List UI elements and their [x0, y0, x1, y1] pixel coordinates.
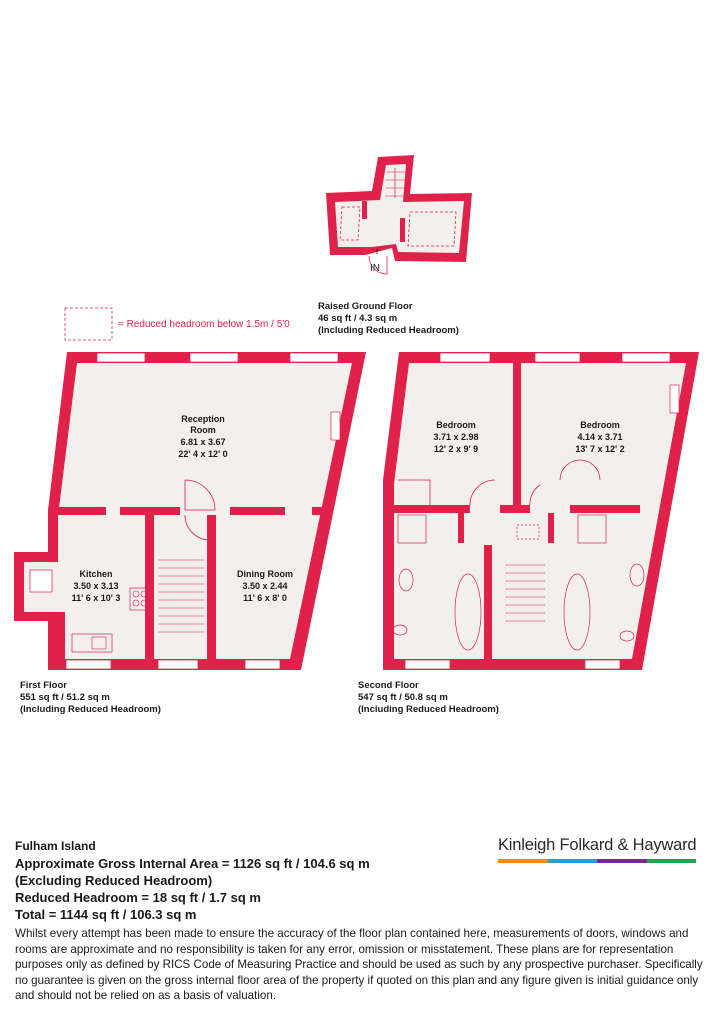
svg-text:⇧: ⇧: [374, 249, 380, 256]
raised-ground-floor-plan: [326, 155, 472, 274]
gross-internal-area: Approximate Gross Internal Area = 1126 sq ft / 104.6 sq m: [15, 856, 370, 871]
dining-room-metric: 3.50 x 2.44: [242, 581, 288, 591]
reception-room-name1: Reception: [181, 414, 225, 424]
property-name: Fulham Island: [15, 839, 96, 853]
raised-ground-floor-area: 46 sq ft / 4.3 sq m: [318, 313, 398, 324]
brand-color-bar: [498, 859, 696, 863]
brand-bar-green: [647, 859, 697, 863]
raised-ground-floor-name: Raised Ground Floor: [318, 301, 413, 312]
brand-logo: [498, 836, 696, 863]
bedroom1-imperial: 12' 2 x 9' 9: [433, 444, 479, 454]
bedroom1-metric: 3.71 x 2.98: [433, 432, 479, 442]
second-floor-plan: [383, 352, 699, 670]
bedroom1-name: Bedroom: [436, 420, 476, 430]
brand-bar-purple: [597, 859, 647, 863]
entrance-label: IN: [370, 263, 380, 274]
reduced-headroom-area: Reduced Headroom = 18 sq ft / 1.7 sq m: [15, 890, 261, 905]
reception-room-imperial: 22' 4 x 12' 0: [178, 449, 228, 459]
brand-name: Kinleigh Folkard & Hayward: [498, 836, 697, 854]
raised-ground-floor-note: (Including Reduced Headroom): [318, 325, 459, 336]
second-floor-name: Second Floor: [358, 680, 419, 691]
bedroom2-metric: 4.14 x 3.71: [577, 432, 623, 442]
reception-room-metric: 6.81 x 3.67: [180, 437, 226, 447]
total-area: Total = 1144 sq ft / 106.3 sq m: [15, 907, 197, 922]
brand-bar-orange: [498, 859, 548, 863]
first-floor-note: (Including Reduced Headroom): [20, 704, 161, 715]
reception-room-name2: Room: [190, 425, 216, 435]
legend-swatch: [65, 308, 112, 340]
second-floor-area: 547 sq ft / 50.8 sq m: [358, 692, 448, 703]
first-floor-area: 551 sq ft / 51.2 sq m: [20, 692, 110, 703]
bedroom2-imperial: 13' 7 x 12' 2: [575, 444, 625, 454]
kitchen-metric: 3.50 x 3.13: [73, 581, 119, 591]
gross-internal-area-note: (Excluding Reduced Headroom): [15, 873, 213, 888]
bedroom2-name: Bedroom: [580, 420, 620, 430]
raised-ground-floor-area: [335, 164, 464, 253]
brand-bar-blue: [548, 859, 598, 863]
second-floor-note: (Including Reduced Headroom): [358, 704, 499, 715]
first-floor-plan: [14, 352, 366, 670]
kitchen-name: Kitchen: [79, 569, 113, 579]
kitchen-imperial: 11' 6 x 10' 3: [71, 593, 121, 603]
dining-room-imperial: 11' 6 x 8' 0: [243, 593, 287, 603]
dining-room-name: Dining Room: [237, 569, 293, 579]
legend-text: = Reduced headroom below 1.5m / 5'0: [118, 319, 290, 330]
first-floor-name: First Floor: [20, 680, 67, 691]
disclaimer: Whilst every attempt has been made to ensure the accuracy of the floor plan contained here, measurements of doors, windows and rooms are approximate and no responsibility is taken for any error, omission or misstatement. These plans are for representation purposes only as defined by RICS Code of Measuring Practice and should be used as such by any prospective purchaser. Specifically no guarantee is given on the gross internal floor area of the property if quoted on this plan and any figure given is initial guidance only and should not be relied on as a basis of valuation.: [15, 927, 703, 1003]
